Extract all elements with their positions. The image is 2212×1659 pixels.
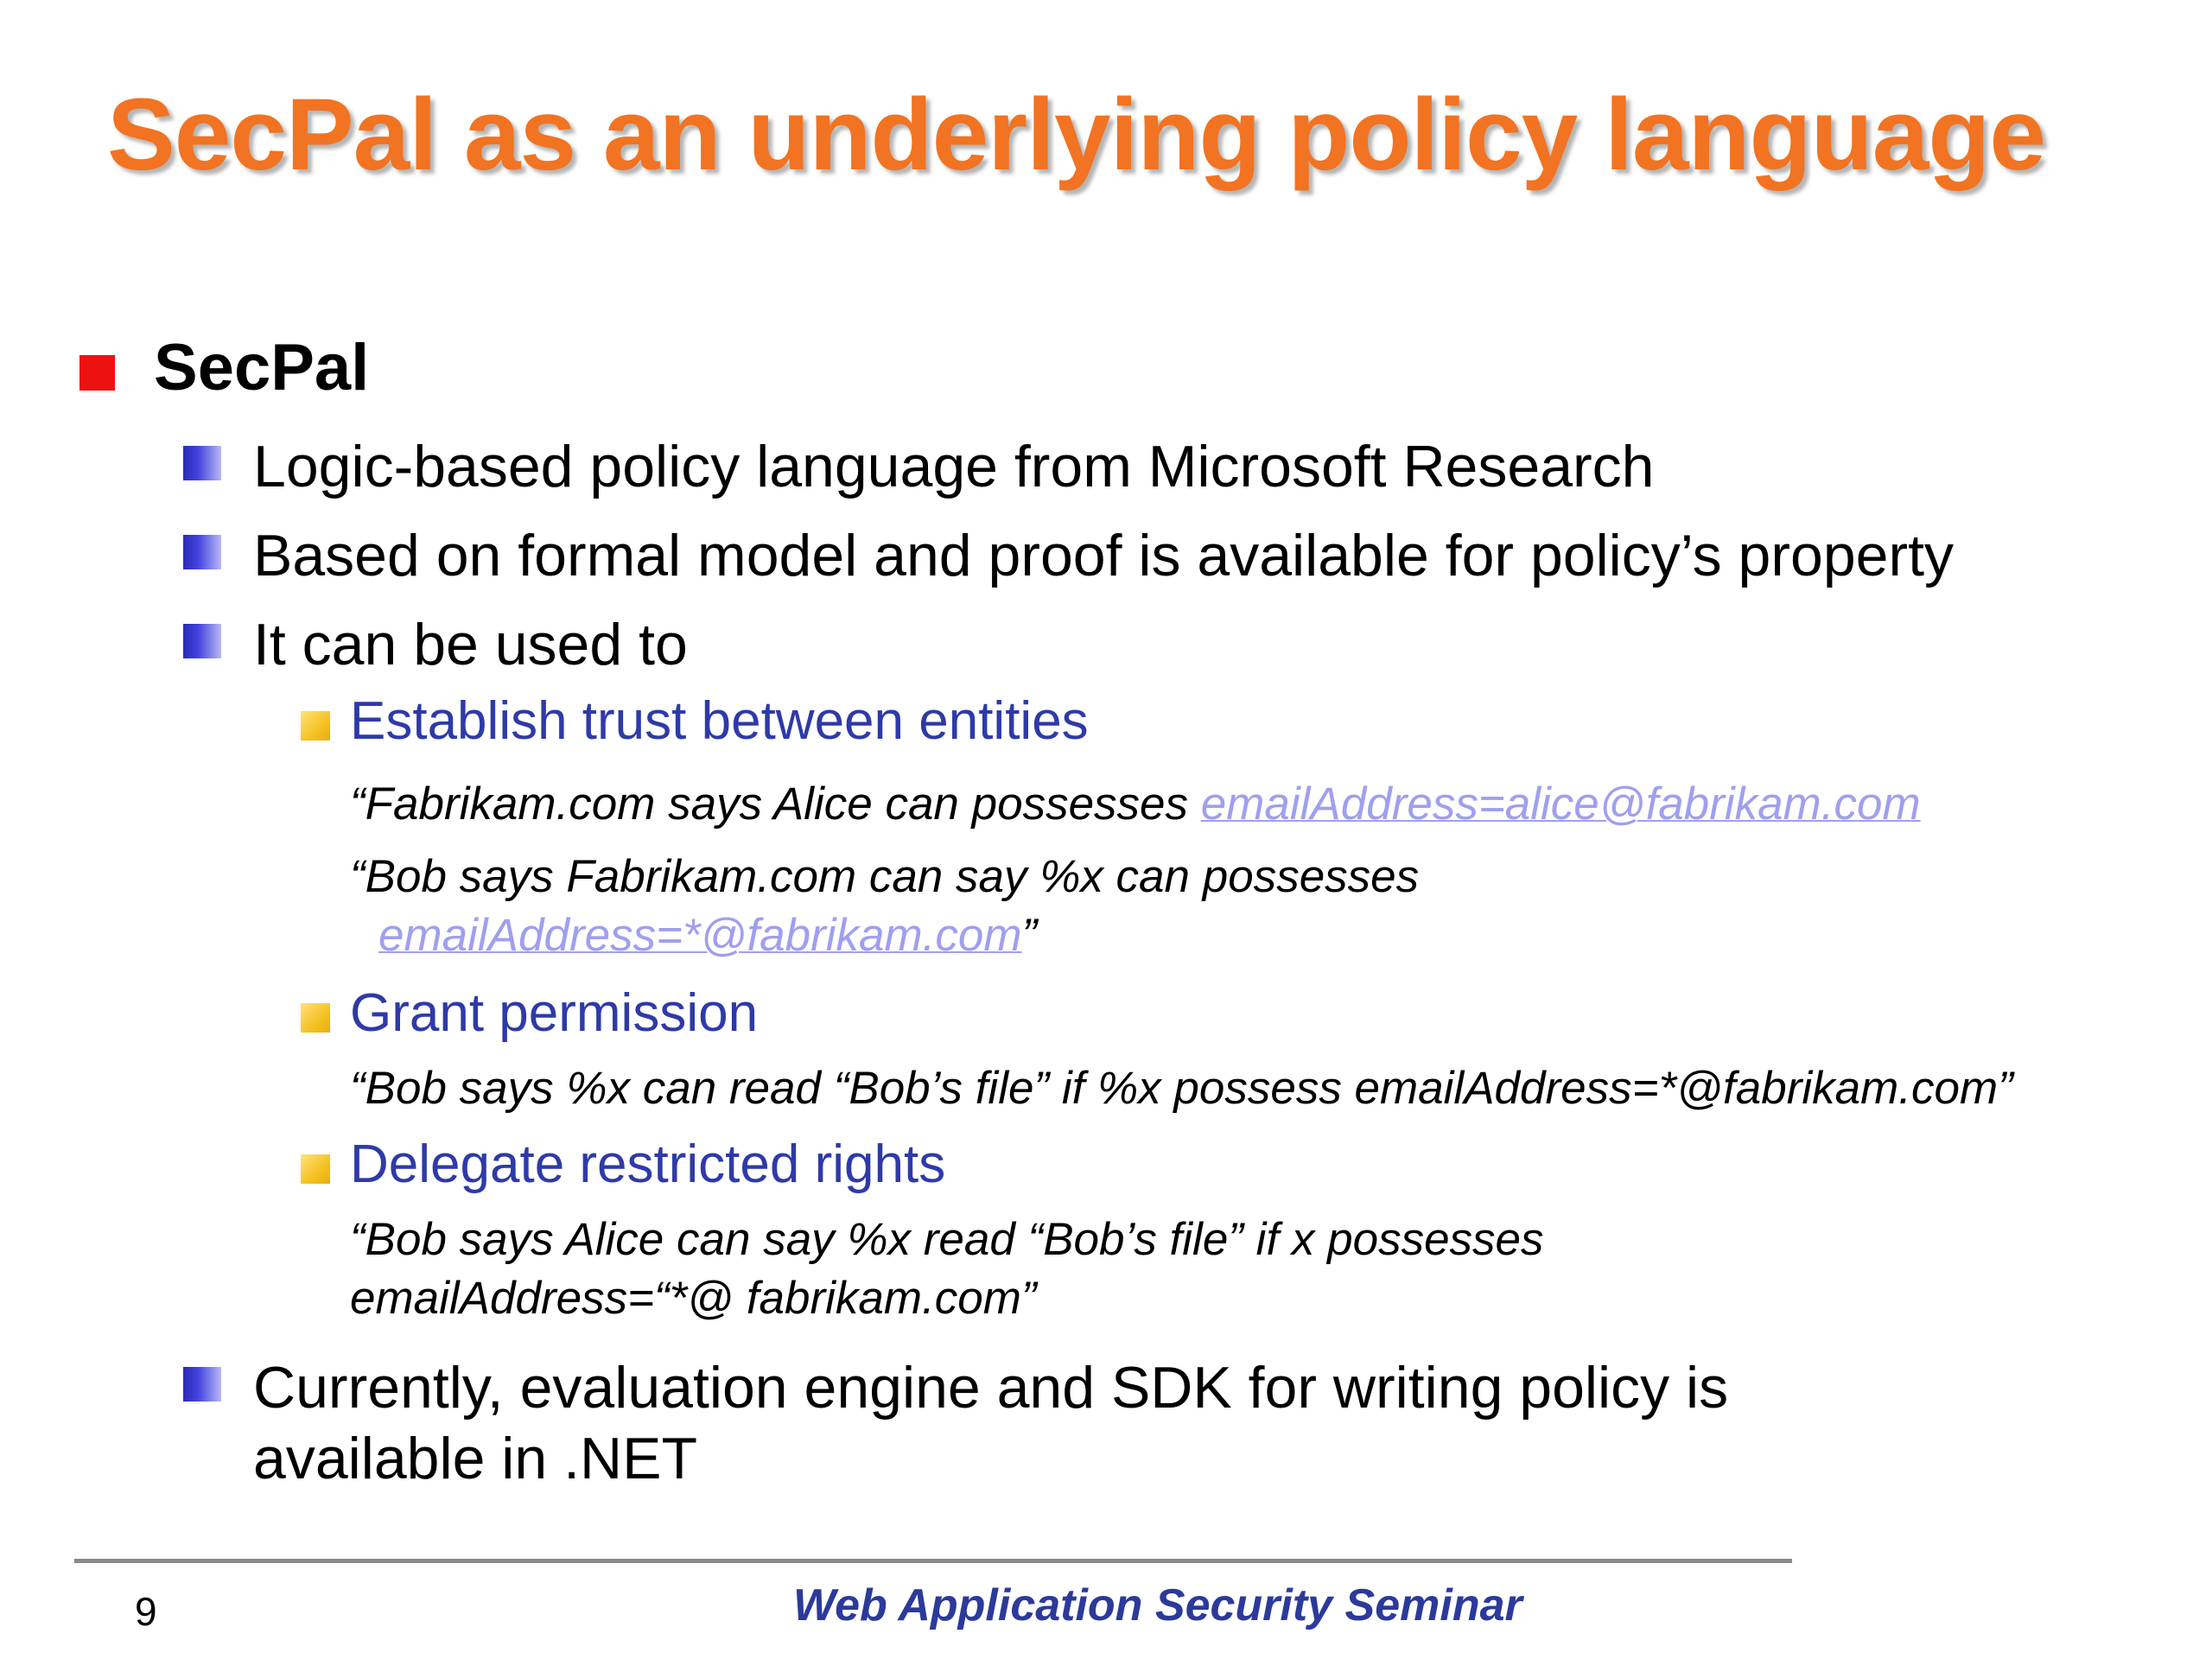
- blue-square-bullet-icon: [183, 446, 221, 480]
- example-grant: “Bob says %x can read “Bob’s file” if %x possess emailAddress=*@fabrikam.com”: [350, 1063, 2013, 1114]
- example-trust-2-line1: “Bob says Fabrikam.com can say %x can possesses: [350, 851, 1420, 902]
- email-link-wildcard[interactable]: emailAddress=*@fabrikam.com: [378, 910, 1022, 961]
- footer-seminar-title: Web Application Security Seminar: [793, 1580, 1522, 1630]
- example-trust-1-text: “Fabrikam.com says Alice can possesses: [350, 779, 1201, 830]
- use-establish-trust: Establish trust between entities: [350, 691, 1089, 751]
- point-can-be-used: It can be used to: [253, 612, 688, 677]
- blue-square-bullet-icon: [183, 624, 221, 658]
- use-delegate-rights: Delegate restricted rights: [350, 1135, 946, 1194]
- red-square-bullet-icon: [79, 355, 115, 391]
- email-link-alice[interactable]: emailAddress=alice@fabrikam.com: [1200, 779, 1921, 830]
- slide-title: SecPal as an underlying policy language: [107, 78, 2046, 192]
- point-currently-line1: Currently, evaluation engine and SDK for writing policy is: [253, 1355, 1729, 1421]
- example-trust-1: [350, 778, 1921, 830]
- yellow-square-bullet-icon: [301, 1003, 330, 1033]
- example-delegate-line2: emailAddress=“*@ fabrikam.com”: [350, 1273, 1037, 1324]
- example-trust-2-line2: [378, 909, 1037, 962]
- blue-square-bullet-icon: [183, 1367, 221, 1402]
- yellow-square-bullet-icon: [301, 711, 330, 741]
- page-number: 9: [135, 1589, 157, 1634]
- example-trust-2-close: ”: [1021, 910, 1038, 961]
- point-logic-based: Logic-based policy language from Microsoft Research: [253, 434, 1655, 499]
- blue-square-bullet-icon: [183, 535, 221, 569]
- yellow-square-bullet-icon: [301, 1154, 330, 1184]
- point-formal-model: Based on formal model and proof is available for policy’s property: [253, 523, 1955, 588]
- heading-secpal: SecPal: [154, 331, 370, 404]
- point-currently-line2: available in .NET: [253, 1426, 698, 1491]
- use-grant-permission: Grant permission: [350, 983, 759, 1043]
- footer-divider: [74, 1559, 1792, 1563]
- example-delegate-line1: “Bob says Alice can say %x read “Bob’s file” if x possesses: [350, 1214, 1544, 1265]
